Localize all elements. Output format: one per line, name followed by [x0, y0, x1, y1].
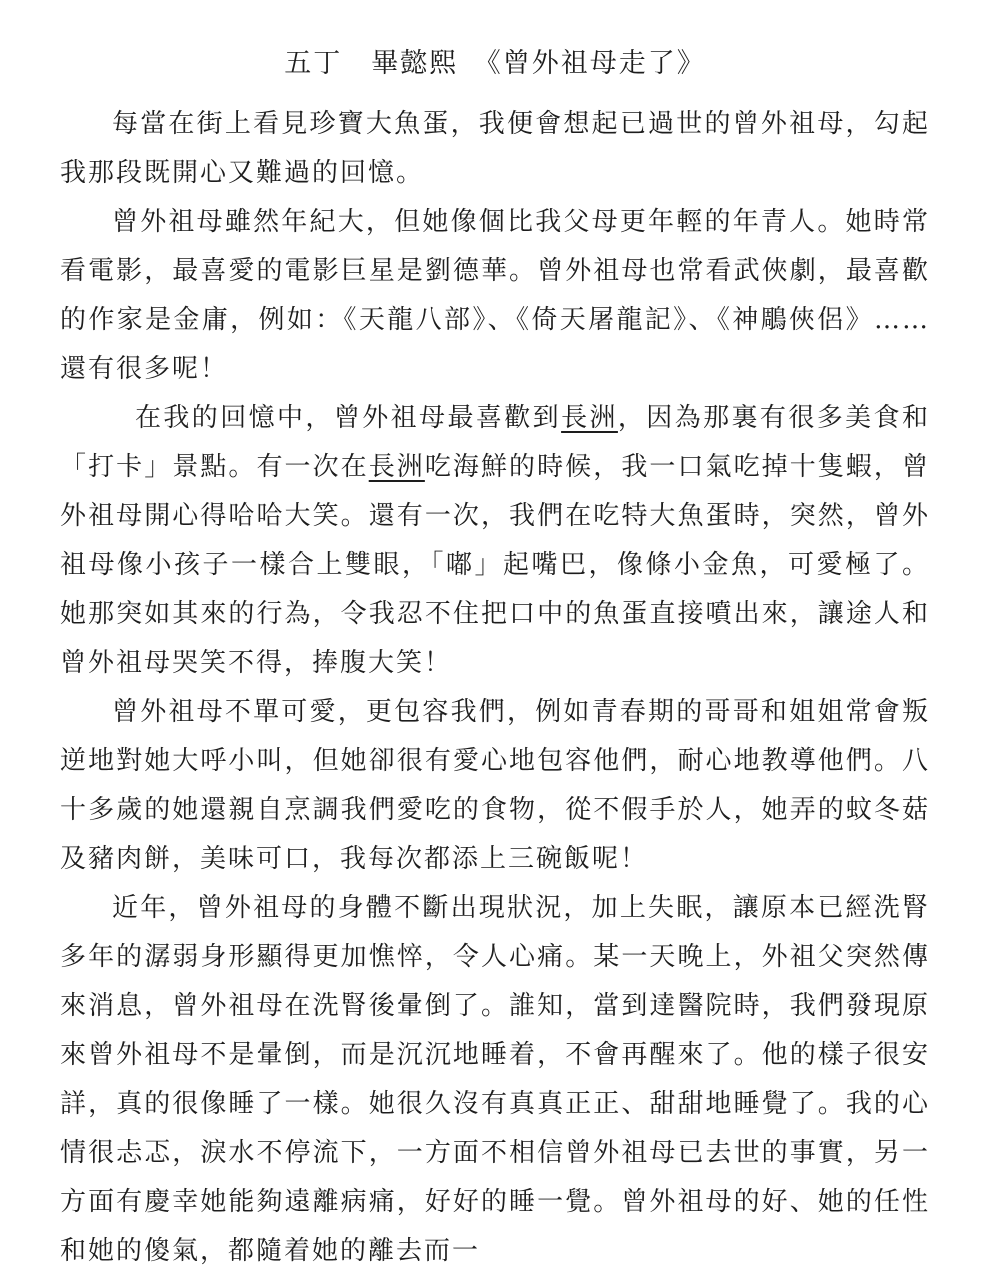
essay-paragraph: [60, 688, 930, 884]
paragraph-text: ，因為那裏有很多美食和「打卡」景點。有一次在: [60, 403, 930, 482]
essay-paragraph: [60, 100, 930, 198]
underlined-text: 長洲: [561, 403, 618, 433]
paragraph-text: 每當在街上看見珍寶大魚蛋，我便會想起已過世的曾外祖母，勾起我那段既開心又難過的回憶。: [60, 109, 930, 188]
paragraph-text: 近年，曾外祖母的身體不斷出現狀況，加上失眠，讓原本已經洗腎多年的潺弱身形顯得更加憔悴，令人心痛。某一天晚上，外祖父突然傳來消息，曾外祖母在洗腎後暈倒了。誰知，當到達醫院時，我們發現原來曾外祖母不是暈倒，而是沉沉地睡着，不會再醒來了。他的樣子很安詳，真的很像睡了一樣。她很久沒有真真正正、甜甜地睡覺了。我的心情很忐忑，淚水不停流下，一方面不相信曾外祖母已去世的事實，另一方面有慶幸她能夠遠離病痛，好好的睡一覺。曾外祖母的好、她的任性和她的傻氣，都隨着她的離去而一: [60, 893, 930, 1266]
underlined-text: 長洲: [368, 452, 425, 482]
essay-paragraph: [60, 198, 930, 394]
essay-paragraph: [60, 884, 930, 1276]
essay-body: [60, 100, 930, 1276]
paragraph-text: 在我的回憶中，曾外祖母最喜歡到: [135, 403, 562, 433]
essay-title: 五丁 畢懿熙 《曾外祖母走了》: [284, 48, 706, 79]
paragraph-text: 吃海鮮的時候，我一口氣吃掉十隻蝦，曾外祖母開心得哈哈大笑。還有一次，我們在吃特大魚蛋時，突然，曾外祖母像小孩子一樣合上雙眼，「嘟」起嘴巴，像條小金魚，可愛極了。她那突如其來的行為，令我忍不住把口中的魚蛋直接噴出來，讓途人和曾外祖母哭笑不得，捧腹大笑！: [60, 452, 930, 678]
essay-paragraph: [60, 394, 930, 688]
paragraph-text: 曾外祖母雖然年紀大，但她像個比我父母更年輕的年青人。她時常看電影，最喜愛的電影巨星是劉德華。曾外祖母也常看武俠劇，最喜歡的作家是金庸，例如：《天龍八部》、《倚天屠龍記》、《神鵰俠侶》……還有很多呢！: [60, 207, 930, 384]
paragraph-text: 曾外祖母不單可愛，更包容我們，例如青春期的哥哥和姐姐常會叛逆地對她大呼小叫，但她卻很有愛心地包容他們，耐心地教導他們。八十多歲的她還親自烹調我們愛吃的食物，從不假手於人，她弄的蚊冬菇及豬肉餅，美味可口，我每次都添上三碗飯呢！: [60, 697, 930, 874]
